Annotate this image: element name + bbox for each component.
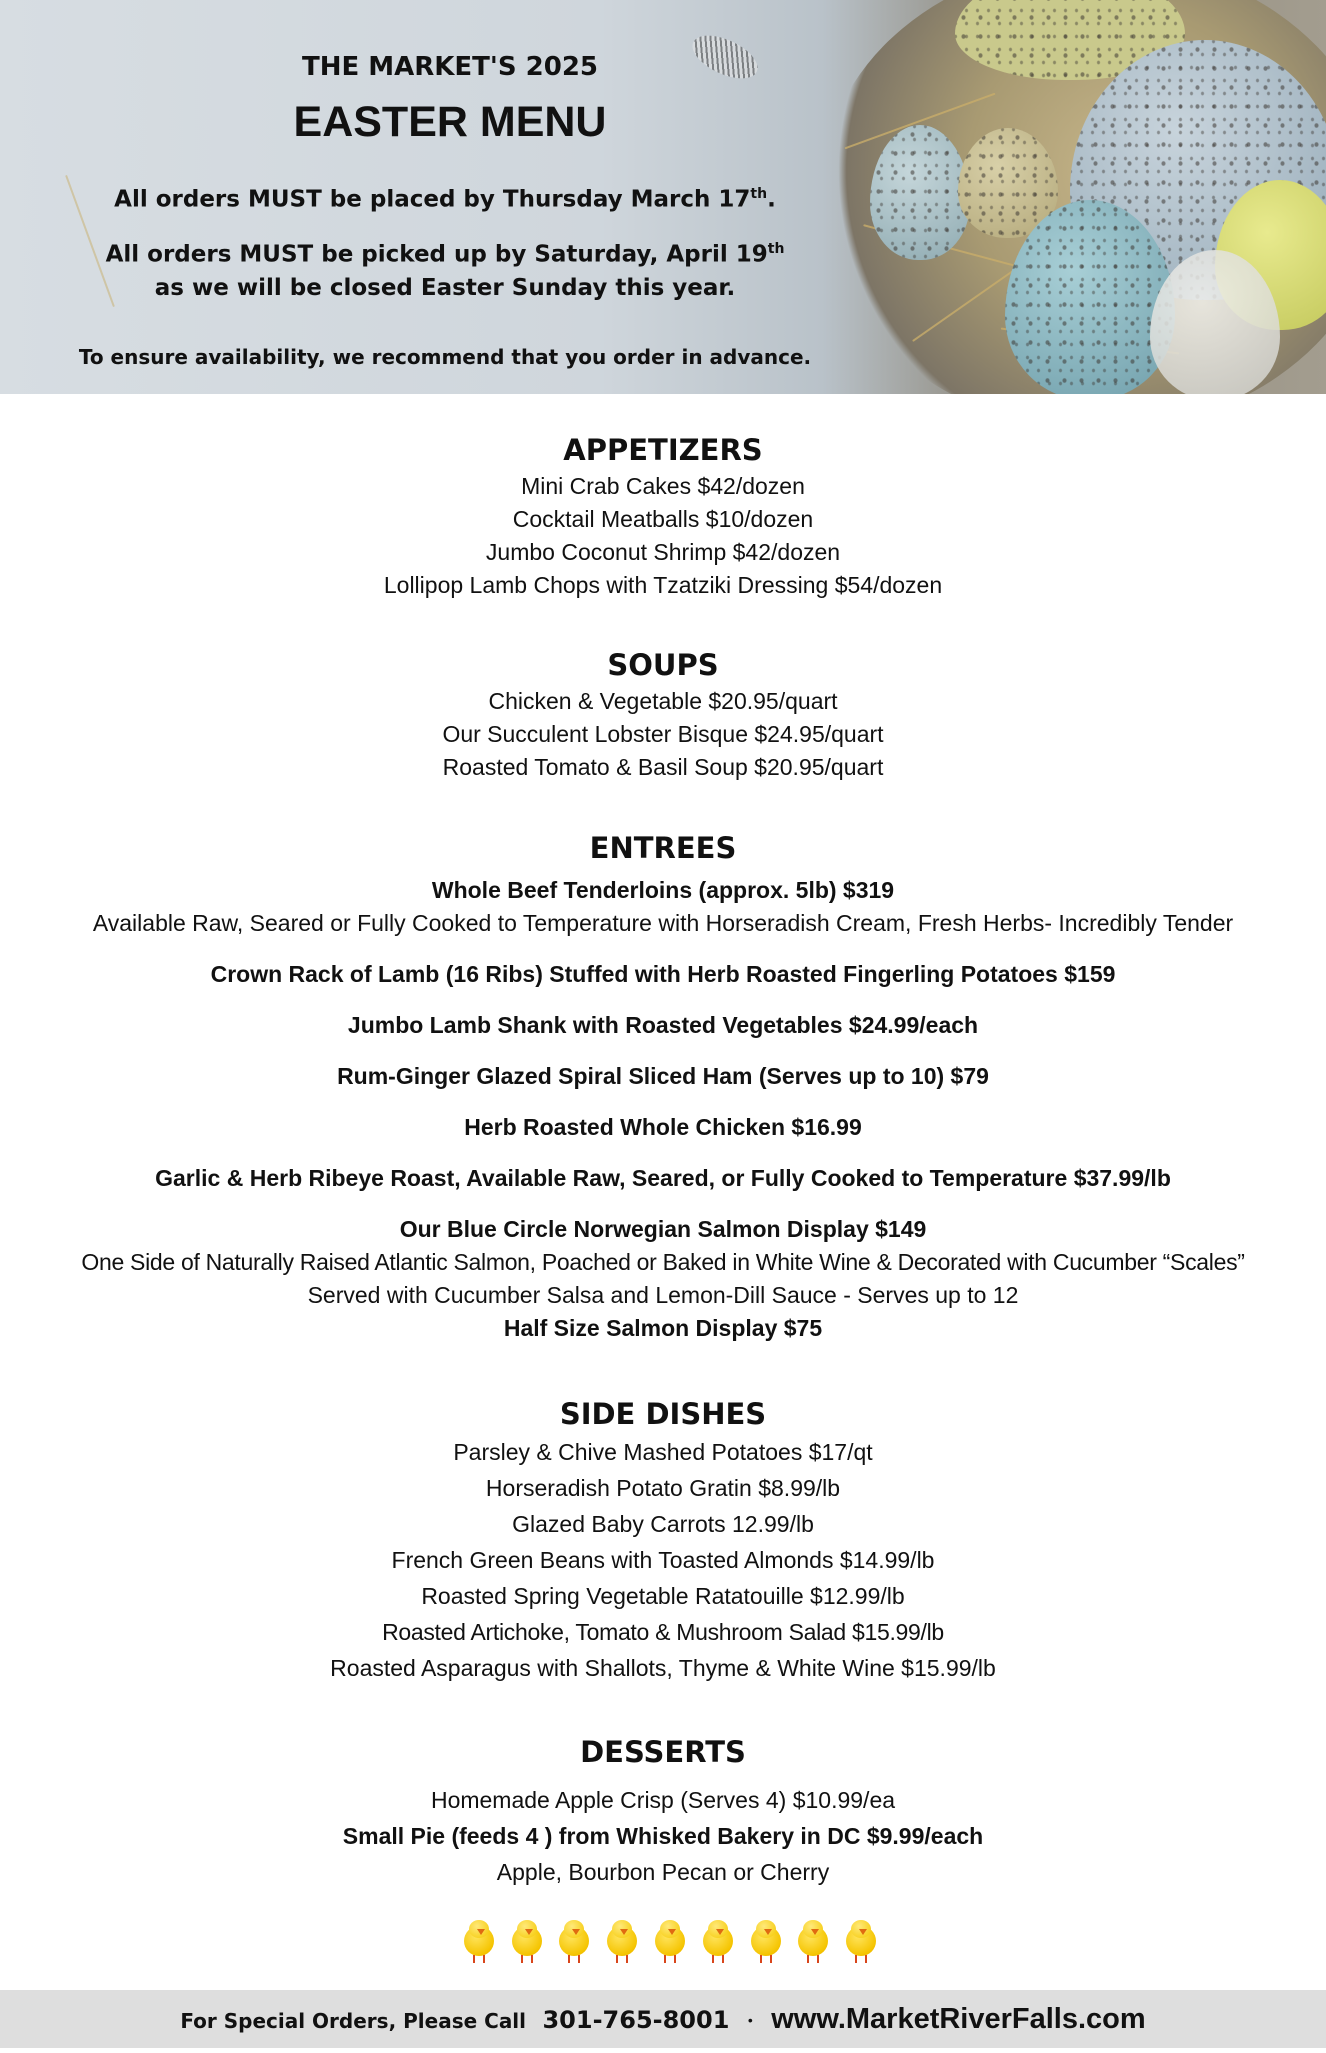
menu-item: Our Succulent Lobster Bisque $24.95/quart [442,721,884,747]
menu-item: Herb Roasted Whole Chicken $16.99 [464,1114,862,1140]
menu-item-description: Apple, Bourbon Pecan or Cherry [496,1859,830,1885]
menu-item: Chicken & Vegetable $20.95/quart [488,688,838,714]
easter-closure-note: as we will be closed Easter Sunday this year. [154,275,736,301]
chick-icon [603,1920,641,1960]
special-orders-label: For Special Orders, Please Call [180,2009,527,2033]
chick-icon [699,1920,737,1960]
side-dishes-heading: SIDE DISHES [559,1397,767,1431]
menu-item-description: Served with Cucumber Salsa and Lemon-Dill Sauce - Serves up to 12 [307,1282,1019,1308]
menu-item: Crown Rack of Lamb (16 Ribs) Stuffed with Herb Roasted Fingerling Potatoes $159 [210,961,1116,987]
phone-number[interactable]: 301-765-8001 [542,2006,730,2034]
menu-item: Mini Crab Cakes $42/dozen [521,473,805,499]
chick-icon [842,1920,880,1960]
menu-item: Roasted Asparagus with Shallots, Thyme & White Wine $15.99/lb [330,1655,996,1681]
appetizers-heading: APPETIZERS [563,433,763,467]
side-dishes-section [0,1396,1326,1686]
menu-item: Small Pie (feeds 4 ) from Whisked Bakery in DC $9.99/each [342,1823,984,1849]
menu-item: Rum-Ginger Glazed Spiral Sliced Ham (Serves up to 10) $79 [337,1063,989,1089]
desserts-section [0,1734,1326,1890]
menu-item: Roasted Spring Vegetable Ratatouille $12.99/lb [421,1583,905,1609]
menu-item: Half Size Salmon Display $75 [503,1315,823,1341]
menu-item: French Green Beans with Toasted Almonds $14.99/lb [391,1547,935,1573]
menu-item: Roasted Artichoke, Tomato & Mushroom Salad $15.99/lb [382,1619,944,1645]
chick-icon [794,1920,832,1960]
menu-title: EASTER MENU [293,98,607,146]
feather-image [686,27,764,87]
menu-item: Glazed Baby Carrots 12.99/lb [512,1511,814,1537]
menu-item: Garlic & Herb Ribeye Roast, Available Raw, Seared, or Fully Cooked to Temperature $37.99/lb [155,1165,1171,1191]
menu-item: Lollipop Lamb Chops with Tzatziki Dressing $54/dozen [383,572,943,598]
order-deadline: All orders MUST be placed by Thursday March 17th. [114,186,776,213]
website-link[interactable]: www.MarketRiverFalls.com [771,2003,1146,2035]
header-banner [0,0,1326,394]
chick-icon [555,1920,593,1960]
menu-item: Homemade Apple Crisp (Serves 4) $10.99/ea [430,1787,896,1813]
menu-item: Whole Beef Tenderloins (approx. 5lb) $319 [431,877,895,903]
chick-icon [651,1920,689,1960]
separator-dot: • [747,2012,753,2028]
menu-item: Horseradish Potato Gratin $8.99/lb [485,1475,841,1501]
menu-item-description: One Side of Naturally Raised Atlantic Salmon, Poached or Baked in White Wine & Decorated with Cucumber “Scales” [81,1249,1245,1275]
desserts-heading: DESSERTS [580,1735,746,1769]
entrees-section [0,830,1326,1345]
menu-item: Cocktail Meatballs $10/dozen [512,506,814,532]
chick-decoration-row [455,1916,885,1972]
soups-section [0,647,1326,784]
menu-item: Our Blue Circle Norwegian Salmon Display $149 [399,1216,927,1242]
pickup-deadline: All orders MUST be picked up by Saturday, April 19th [105,241,785,268]
menu-item: Roasted Tomato & Basil Soup $20.95/quart [442,754,884,780]
chick-icon [460,1920,498,1960]
menu-item: Jumbo Coconut Shrimp $42/dozen [485,539,841,565]
appetizers-section [0,432,1326,602]
menu-item: Parsley & Chive Mashed Potatoes $17/qt [453,1439,873,1465]
entrees-heading: ENTREES [589,831,737,865]
menu-kicker: THE MARKET'S 2025 [301,52,599,82]
soups-heading: SOUPS [607,648,719,682]
menu-item-description: Available Raw, Seared or Fully Cooked to Temperature with Horseradish Cream, Fresh Herbs- Incredibly Tender [92,910,1234,936]
footer-bar [0,1990,1326,2048]
chick-icon [508,1920,546,1960]
order-advice: To ensure availability, we recommend that you order in advance. [78,345,812,369]
menu-item: Jumbo Lamb Shank with Roasted Vegetables $24.99/each [347,1012,979,1038]
chick-icon [747,1920,785,1960]
